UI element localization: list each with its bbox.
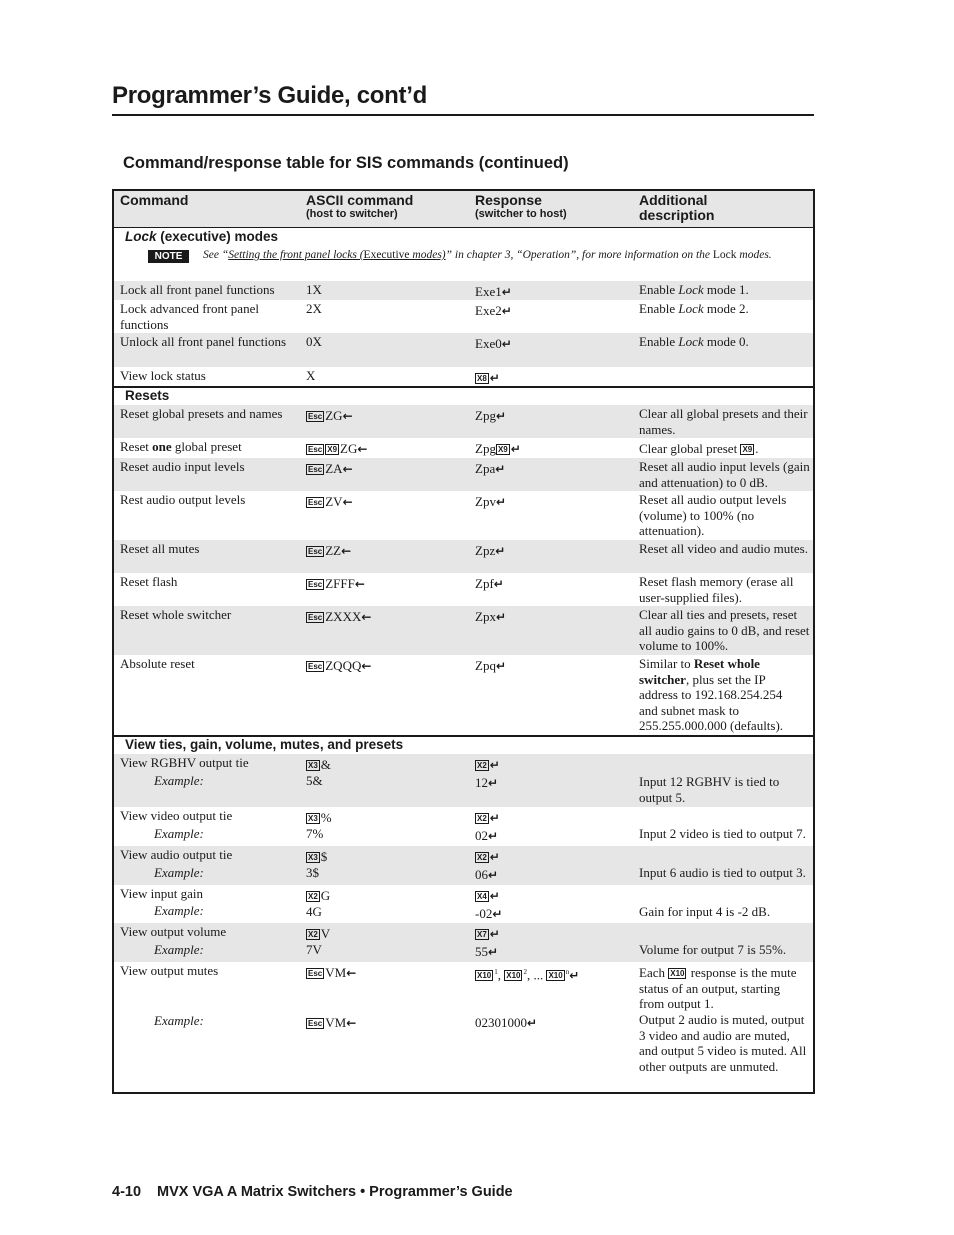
page-title: Programmer’s Guide, cont’d	[112, 82, 427, 109]
variable-box: X4	[477, 892, 487, 901]
table-row: Reset whole switcher Esc ZXXX← Zpx↵ Clear all ties and presets, reset all audio gains to 0 dB, and reset volume to 100%.	[114, 606, 813, 655]
return-icon: ↵	[493, 577, 504, 591]
footer-text: MVX VGA A Matrix Switchers • Programmer’s Guide	[157, 1184, 513, 1200]
esc-key-icon: Esc	[308, 580, 323, 589]
return-icon: ↵	[492, 907, 503, 921]
esc-key-icon: Esc	[308, 613, 323, 622]
return-icon: ↵	[495, 610, 507, 624]
enter-icon: ←	[357, 442, 368, 456]
enter-icon: ←	[346, 966, 357, 980]
return-icon: ↵	[501, 304, 512, 318]
variable-box: X3	[308, 853, 318, 862]
variable-box: X10	[506, 971, 521, 981]
return-icon: ↵	[488, 776, 499, 790]
variable-box: X9	[742, 445, 753, 454]
esc-key-icon: Esc	[308, 498, 323, 507]
header-additional: Additional description	[639, 192, 715, 223]
esc-key-icon: Esc	[308, 445, 323, 454]
enter-icon: ←	[341, 544, 352, 558]
section-view-heading: View ties, gain, volume, mutes, and presets	[125, 737, 404, 752]
return-icon: ↵	[489, 889, 500, 903]
return-icon: ↵	[489, 758, 500, 772]
section-resets-heading: Resets	[125, 388, 170, 403]
return-icon: ↵	[495, 495, 507, 509]
note-link[interactable]: Setting the front panel locks (Executive modes)	[228, 249, 446, 261]
table-row: View lock status X X8 ↵	[120, 368, 500, 385]
return-icon: ↵	[527, 1016, 538, 1030]
variable-box: X2	[477, 814, 487, 823]
table-row: Reset one global preset Esc X9 ZG← Zpg X9 ↵ Clear global preset X9 .	[120, 439, 759, 456]
header-ascii: ASCII command (host to switcher)	[306, 192, 414, 220]
return-icon: ↵	[489, 850, 500, 864]
return-icon: ↵	[488, 868, 499, 882]
variable-box: X10	[670, 969, 685, 978]
table-row: View input gain X2 G X4 ↵ Example: 4G -02↵ Gain for input 4 is -2 dB.	[120, 886, 771, 921]
table-row: View RGBHV output tie X3 & X2 ↵ Example: 5& 12↵ Input 12 RGBHV is tied to output 5.	[114, 754, 813, 807]
return-icon: ↵	[495, 462, 506, 476]
return-icon: ↵	[488, 945, 499, 959]
header-command: Command	[120, 192, 189, 208]
note-text: See “Setting the front panel locks (Executive modes)” in chapter 3, “Operation”, for more information on the Lock modes.	[203, 249, 772, 261]
esc-key-icon: Esc	[308, 1019, 323, 1028]
enter-icon: ←	[361, 610, 372, 624]
return-icon: ↵	[488, 829, 499, 843]
variable-box: X8	[477, 374, 487, 383]
sis-command-table	[112, 189, 815, 1094]
enter-icon: ←	[342, 462, 353, 476]
return-icon: ↵	[495, 544, 506, 558]
esc-key-icon: Esc	[308, 969, 323, 978]
variable-box: X2	[308, 892, 318, 901]
enter-icon: ←	[342, 495, 353, 509]
note-badge: NOTE	[148, 250, 189, 263]
table-row: View audio output tie X3 $ X2 ↵ Example: 3$ 06↵ Input 6 audio is tied to output 3.	[114, 846, 813, 885]
esc-key-icon: Esc	[308, 412, 323, 421]
table-row: Reset flash Esc ZFFF← Zpf↵ Reset flash memory (erase all user-supplied files).	[120, 574, 794, 605]
return-icon: ↵	[489, 371, 500, 385]
variable-box: X3	[308, 761, 318, 770]
variable-box: X7	[477, 930, 487, 939]
table-row: View output volume X2 V X7 ↵ Example: 7V 55↵ Volume for output 7 is 55%.	[114, 923, 813, 962]
table-row: Reset audio input levels Esc ZA← Zpa↵ Reset all audio input levels (gain and attenuation) to 0 dB.	[114, 458, 813, 491]
table-row: Lock all front panel functions 1X Exe1↵ Enable Lock mode 1.	[114, 281, 813, 300]
return-icon: ↵	[501, 337, 512, 351]
variable-box: X10	[477, 971, 492, 981]
section-lock-heading: Lock (executive) modes	[125, 229, 279, 244]
table-row: View output mutes Esc VM← X10 $^1$, X10 $^2$, ... X10 $^n$↵ Each X10 response is the mute status of an output, starting from output 1. Example: Esc VM← 02301000↵ Output 2 audio is muted, output 3 video and audio are muted, and output 5 video is muted. All other outputs are unmuted.	[120, 963, 807, 1074]
table-row: Lock advanced front panel functions 2X Exe2↵ Enable Lock mode 2.	[120, 301, 749, 332]
esc-key-icon: Esc	[308, 465, 323, 474]
table-row: Rest audio output levels Esc ZV← Zpv↵ Reset all audio output levels (volume) to 100% (no attenuation).	[120, 492, 787, 539]
return-icon: ↵	[510, 442, 521, 456]
table-row: Reset all mutes Esc ZZ← Zpz↵ Reset all video and audio mutes.	[114, 540, 813, 573]
esc-key-icon: Esc	[308, 662, 323, 671]
enter-icon: ←	[354, 577, 365, 591]
esc-key-icon: Esc	[308, 547, 323, 556]
table-row: Absolute reset Esc ZQQQ← Zpq↵ Similar to Reset whole switcher, plus set the IP address to 192.168.254.254 and subnet mask to 255.255.000.000 (defaults).	[120, 656, 784, 734]
variable-box: X3	[308, 814, 318, 823]
variable-box: X9	[497, 445, 508, 454]
return-icon: ↵	[569, 968, 580, 983]
table-row: Unlock all front panel functions 0X Exe0↵ Enable Lock mode 0.	[114, 333, 813, 367]
return-icon: ↵	[495, 659, 507, 673]
return-icon: ↵	[495, 409, 507, 423]
enter-icon: ←	[342, 409, 353, 423]
variable-box: X2	[308, 930, 318, 939]
variable-box: X10	[548, 971, 563, 981]
variable-box: X2	[477, 853, 487, 862]
enter-icon: ←	[361, 659, 372, 673]
page-footer	[112, 1184, 513, 1200]
table-row: Reset global presets and names Esc ZG← Zpg↵ Clear all global presets and their names.	[114, 405, 813, 438]
table-row: View video output tie X3 % X2 ↵ Example: 7% 02↵ Input 2 video is tied to output 7.	[120, 808, 806, 843]
table-header	[114, 191, 813, 228]
variable-box: X9	[327, 445, 338, 454]
return-icon: ↵	[501, 285, 512, 299]
return-icon: ↵	[489, 811, 500, 825]
header-response: Response (switcher to host)	[475, 192, 567, 220]
section-divider	[114, 386, 813, 388]
enter-icon: ←	[346, 1016, 357, 1030]
variable-box: X2	[477, 761, 487, 770]
title-rule	[112, 114, 814, 116]
section-title: Command/response table for SIS commands (continued)	[123, 154, 569, 172]
return-icon: ↵	[489, 927, 500, 941]
page-number: 4-10	[112, 1184, 142, 1200]
